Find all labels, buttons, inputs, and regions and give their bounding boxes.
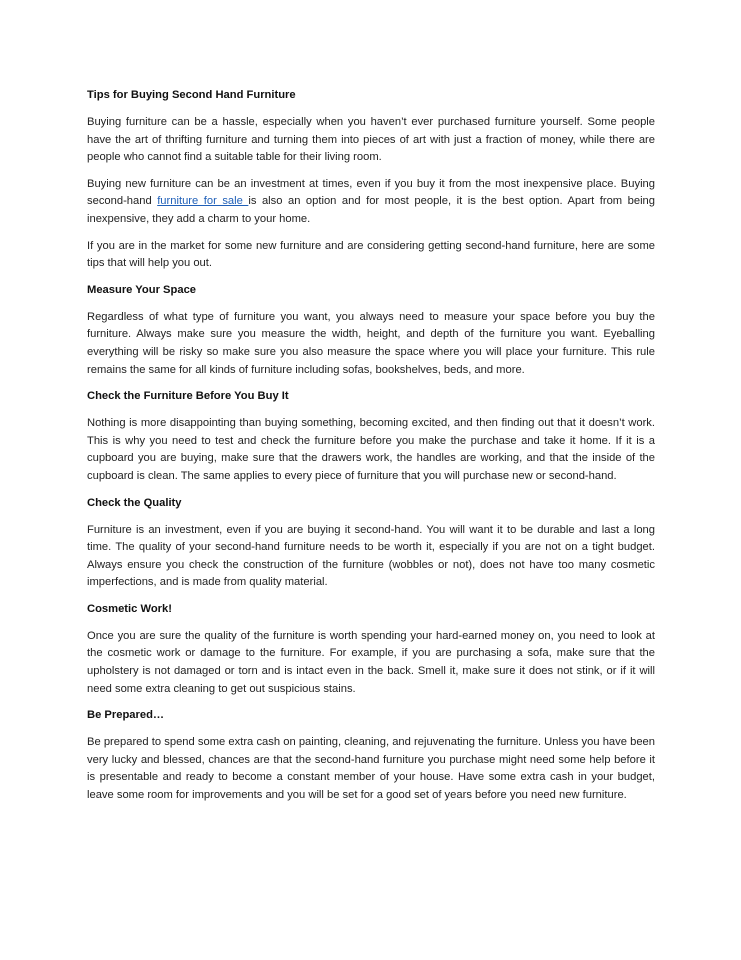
section-body-check-quality: Furniture is an investment, even if you are buying it second-hand. You will want it to be durable and last a long time. The quality of your second-hand furniture needs to be worth it, especially if you are not on a tight budget. Always ensure you check the construction of the furniture (wobbles or not), does not have too many cosmetic imperfections, and is made from quality material.: [87, 523, 655, 589]
intro-paragraph-3: If you are in the market for some new furniture and are considering getting second-hand furniture, here are some tips that will help you out.: [87, 239, 655, 270]
intro-paragraph-2-after: is also an option and for most people, it is the best option. Apart from being inexpensive, they add a charm to your home.: [87, 195, 655, 225]
intro-paragraph-2-before: Buying new furniture can be an investment at times, even if you buy it from the most inexpensive place. Buying second-hand: [87, 177, 655, 208]
intro-paragraph-2: [87, 176, 655, 229]
document-title: Tips for Buying Second Hand Furniture: [87, 89, 296, 101]
section-heading-measure-space: Measure Your Space: [87, 283, 197, 296]
section-body-check-furniture: Nothing is more disappointing than buying something, becoming excited, and then finding out that it doesn’t work. This is why you need to test and check the furniture before you make the purchase and take it home. If it is a cupboard you are buying, make sure that the drawers work, the handles are working, and that the inside of the cupboard is clean. The same applies to every piece of furniture that you will purchase new or second-hand.: [87, 417, 655, 482]
intro-paragraph-1: Buying furniture can be a hassle, especially when you haven’t ever purchased furniture yourself. Some people have the art of thrifting furniture and turning them into pieces of art with just a fraction of money, while there are people who cannot find a suitable table for their living room.: [87, 116, 655, 164]
section-body-cosmetic-work: Once you are sure the quality of the furniture is worth spending your hard-earned money on, you need to look at the cosmetic work or damage to the furniture. For example, if you are purchasing a sofa, make sure that the upholstery is not damaged or torn and is intact even in the back. Smell it, make sure it does not stink, or if it will need some extra cleaning to get out suspicious stains.: [87, 629, 655, 695]
section-heading-be-prepared: Be Prepared…: [87, 709, 165, 722]
section-heading-cosmetic-work: Cosmetic Work!: [87, 602, 172, 615]
furniture-for-sale-link[interactable]: furniture for sale: [157, 195, 249, 208]
section-heading-check-quality: Check the Quality: [87, 496, 182, 509]
section-heading-check-furniture: Check the Furniture Before You Buy It: [87, 390, 289, 403]
section-body-be-prepared: Be prepared to spend some extra cash on painting, cleaning, and rejuvenating the furniture. Unless you have been very lucky and blessed, chances are that the second-hand furniture you purchase might need some help before it is presentable and ready to become a constant member of your house. Have some extra cash in your budget, leave some room for improvements and you will be set for a good set of years before you need new furniture.: [87, 736, 655, 802]
section-body-measure-space: Regardless of what type of furniture you want, you always need to measure your space before you buy the furniture. Always make sure you measure the width, height, and depth of the furniture you want. Eyeballing everything will be risky so make sure you also measure the space where you will place your furniture. This rule remains the same for all kinds of furniture including sofas, bookshelves, beds, and more.: [87, 310, 655, 376]
